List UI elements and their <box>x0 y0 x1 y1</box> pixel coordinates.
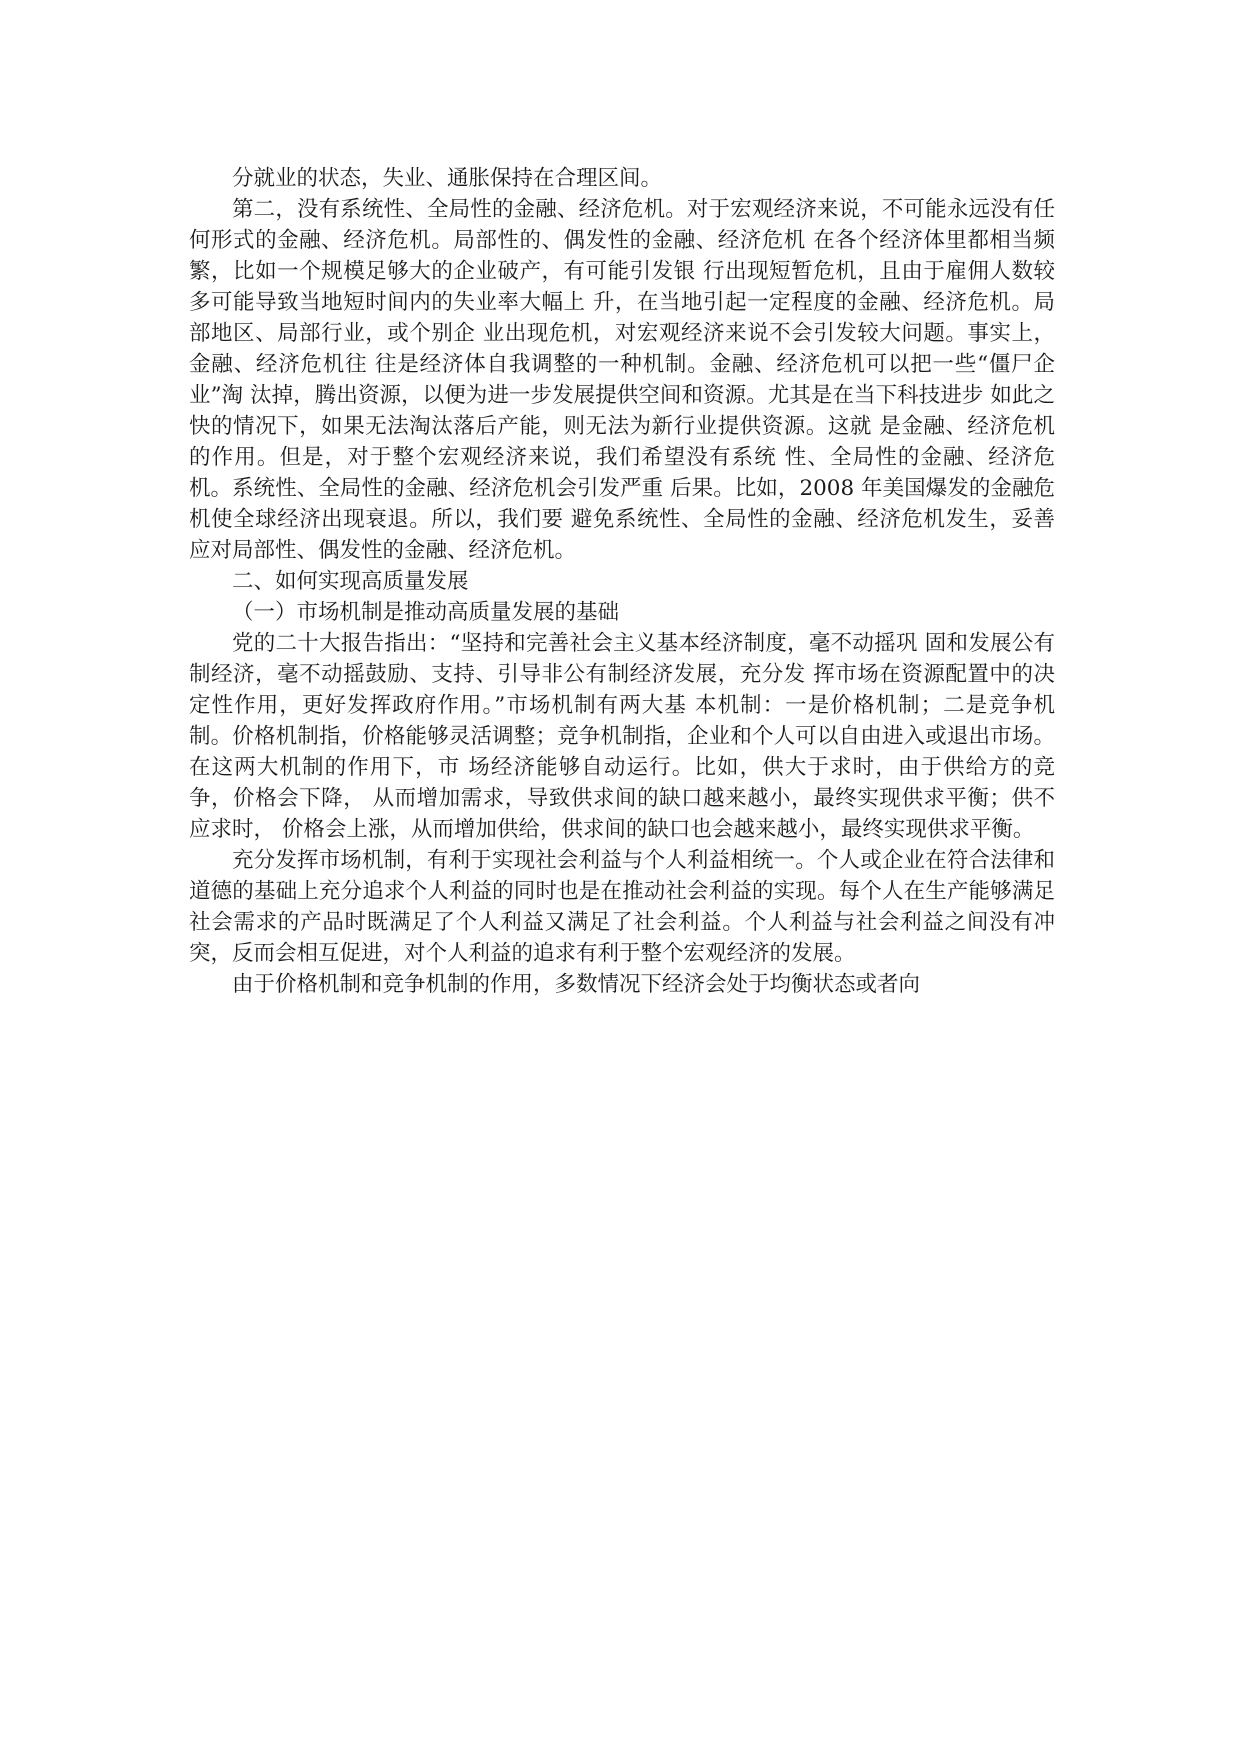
section-heading: 二、如何实现高质量发展 <box>232 569 469 594</box>
paragraph-continuation: 分就业的状态，失业、通胀保持在合理区间。 <box>232 166 663 191</box>
paragraph-no-systemic-crisis: 第二，没有系统性、全局性的金融、经济危机。对于宏观经济来说，不可能永远没有任何形式的金融、经济危机。局部性的、偶发性的金融、经济危机 在各个经济体里都相当频繁，比如一个规模足够大的企业破产，有可能引发银 行出现短暂危机，且由于雇佣人数较多可能导致当地短时间内的失业率大幅上 升，在当地引起一定程度的金融、经济危机。局部地区、局部行业，或个别企 业出现危机，对宏观经济来说不会引发较大问题。事实上，金融、经济危机往 往是经济体自我调整的一种机制。金融、经济危机可以把一些“僵尸企业”淘 汰掉，腾出资源，以便为进一步发展提供空间和资源。尤其是在当下科技进步 如此之快的情况下，如果无法淘汰落后产能，则无法为新行业提供资源。这就 是金融、经济危机的作用。但是，对于整个宏观经济来说，我们希望没有系统 性、全局性的金融、经济危机。系统性、全局性的金融、经济危机会引发严重 后果。比如，2008 年美国爆发的金融危机使全球经济出现衰退。所以，我们要 避免系统性、全局性的金融、经济危机发生，妥善应对局部性、偶发性的金融、经济危机。 <box>189 197 1055 563</box>
paragraph-equilibrium: 由于价格机制和竞争机制的作用，多数情况下经济会处于均衡状态或者向 <box>232 972 921 997</box>
paragraph-social-individual-interest: 充分发挥市场机制，有利于实现社会利益与个人利益相统一。个人或企业在符合法律和道德的基础上充分追求个人利益的同时也是在推动社会利益的实现。每个人在生产能够满足社会需求的产品时既满足了个人利益又满足了社会利益。个人利益与社会利益之间没有冲突，反而会相互促进，对个人利益的追求有利于整个宏观经济的发展。 <box>189 848 1055 966</box>
subsection-heading: （一）市场机制是推动高质量发展的基础 <box>232 600 620 625</box>
paragraph-market-mechanism: 党的二十大报告指出：“坚持和完善社会主义基本经济制度，毫不动摇巩 固和发展公有制经济，毫不动摇鼓励、支持、引导非公有制经济发展，充分发 挥市场在资源配置中的决定性作用，更好发挥政府作用。”市场机制有两大基 本机制：一是价格机制；二是竞争机制。价格机制指，价格能够灵活调整；竞争机制指，企业和个人可以自由进入或退出市场。在这两大机制的作用下，市 场经济能够自动运行。比如，供大于求时，由于供给方的竞争，价格会下降， 从而增加需求，导致供求间的缺口越来越小，最终实现供求平衡；供不应求时， 价格会上涨，从而增加供给，供求间的缺口也会越来越小，最终实现供求平衡。 <box>189 631 1055 842</box>
document-body <box>189 163 1055 1000</box>
